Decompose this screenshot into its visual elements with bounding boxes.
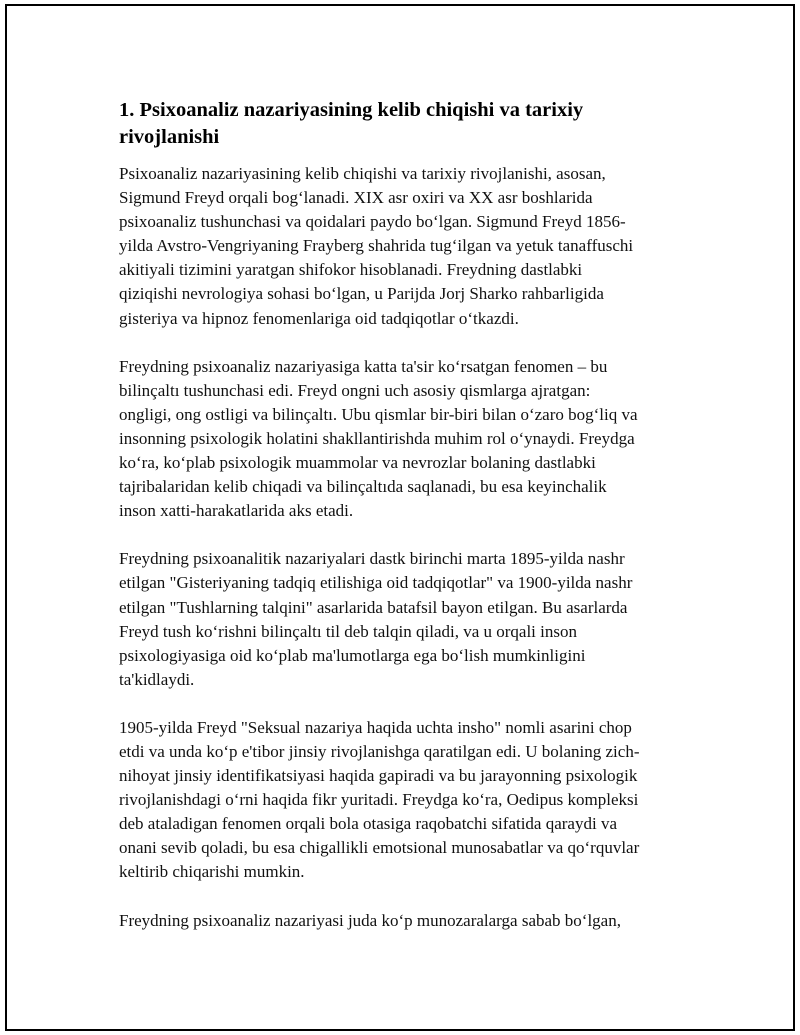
- document-page: [5, 4, 795, 1031]
- paragraph-debates: Freydning psixoanaliz nazariyasi juda ko‘p munozaralarga sabab bo‘lgan,: [119, 910, 621, 930]
- page-content: [119, 97, 669, 957]
- paragraph-sexual-theory: 1905-yilda Freyd "Seksual nazariya haqida uchta insho" nomli asarini chop etdi va unda ko‘p e'tibor jinsiy rivojlanishga qaratilgan edi. U bolaning zich- nihoyat jinsiy identifikatsiyasi haqida gapiradi va bu jarayonning psixologik rivojlanishdagi o‘rni haqida fikr yuritadi. Freydga ko‘ra, Oedipus kompleksi deb ataladigan fenomen orqali bola otasiga raqobatchi sifatida qaraydi va onani sevib qoladi, bu esa chigallikli emotsional munosabatlar va qo‘rquvlar keltirib chiqarishi mumkin.: [119, 717, 640, 882]
- paragraph-unconscious: Freydning psixoanaliz nazariyasiga katta ta'sir ko‘rsatgan fenomen – bu bilinçaltı tushunchasi edi. Freyd ongni uch asosiy qismlarga ajratgan: ongligi, ong ostligi va bilinçaltı. Ubu qismlar bir-biri bilan o‘zaro bog‘liq va insonning psixologik holatini shakllantirishda muhim rol o‘ynaydi. Freydga ko‘ra, ko‘plab psixologik muammolar va nevrozlar bolaning dastlabki tajribalaridan kelib chiqadi va bilinçaltıda saqlanadi, bu esa keyinchalik inson xatti-harakatlarida aks etadi.: [119, 356, 638, 521]
- section-title: 1. Psixoanaliz nazariyasining kelib chiqishi va tarixiy rivojlanishi: [119, 99, 584, 148]
- paragraph-origins: Psixoanaliz nazariyasining kelib chiqishi va tarixiy rivojlanishi, asosan, Sigmund Freyd orqali bog‘lanadi. XIX asr oxiri va XX asr boshlarida psixoanaliz tushunchasi va qoidalari paydo bo‘lgan. Sigmund Freyd 1856- yilda Avstro-Vengriyaning Frayberg shahrida tug‘ilgan va yetuk tanaffuschi akitiyali tizimini yaratgan shifokor hisoblanadi. Freydning dastlabki qiziqishi nevrologiya sohasi bo‘lgan, u Parijda Jorj Sharko rahbarligida gisteriya va hipnoz fenomenlariga oid tadqiqotlar o‘tkazdi.: [119, 164, 634, 328]
- paragraph-early-works: Freydning psixoanalitik nazariyalari dastk birinchi marta 1895-yilda nashr etilgan "Gisteriyaning tadqiq etilishiga oid tadqiqotlar" va 1900-yilda nashr etilgan "Tushlarning talqini" asarlarida batafsil bayon etilgan. Bu asarlarda Freyd tush ko‘rishni bilinçaltı til deb talqin qiladi, va u orqali inson psixologiyasiga oid ko‘plab ma'lumotlarga ega bo‘lish mumkinligini ta'kidlaydi.: [119, 549, 633, 689]
